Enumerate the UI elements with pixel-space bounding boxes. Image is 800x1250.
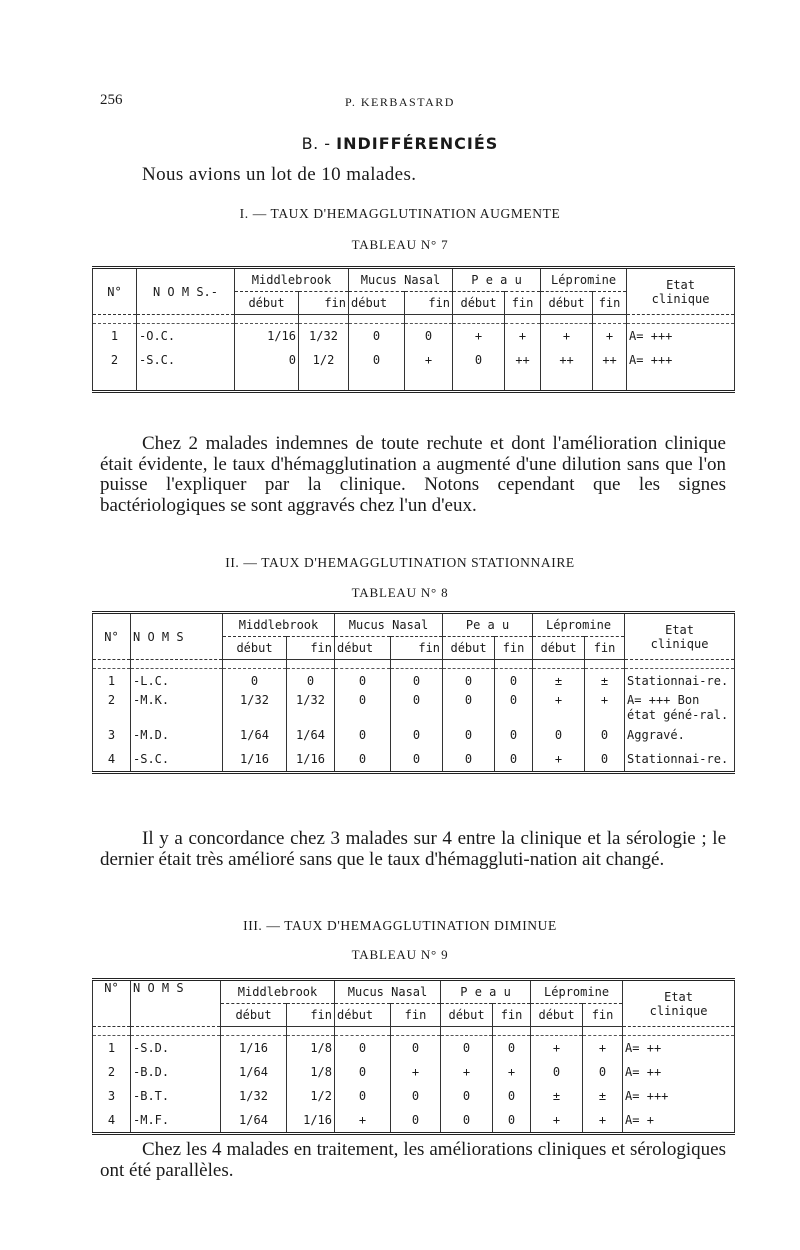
sub-debut: début — [349, 292, 405, 315]
cell: A= +++ — [623, 1084, 735, 1108]
cell: + — [335, 1108, 391, 1134]
cell: 0 — [533, 723, 585, 747]
sub-fin: fin — [391, 637, 443, 660]
cell: 0 — [335, 669, 391, 694]
col-etat-line1: Etat — [665, 622, 694, 637]
cell: 0 — [391, 1084, 441, 1108]
sub-debut: début — [235, 292, 299, 315]
cell: 0 — [495, 747, 533, 773]
cell: + — [583, 1036, 623, 1061]
cell: ++ — [505, 348, 541, 372]
cell: + — [533, 747, 585, 773]
table-row — [93, 348, 735, 372]
cell: 1/64 — [221, 1108, 287, 1134]
part2-paragraph — [100, 829, 726, 870]
sub-debut: début — [533, 637, 585, 660]
cell: 1/16 — [287, 747, 335, 773]
cell: -S.C. — [131, 747, 223, 773]
cell: A= +++ — [627, 348, 735, 372]
cell: 1 — [93, 324, 137, 349]
sub-fin: fin — [391, 1004, 441, 1027]
cell: 0 — [335, 1084, 391, 1108]
cell: 0 — [493, 1036, 531, 1061]
sub-debut: début — [441, 1004, 493, 1027]
cell: 1 — [93, 1036, 131, 1061]
table9-caption: TABLEAU N° 9 — [351, 947, 449, 962]
cell: + — [441, 1060, 493, 1084]
col-mucus-header: Mucus Nasal — [349, 268, 453, 292]
cell: -B.T. — [131, 1084, 221, 1108]
cell: 2 — [93, 348, 137, 372]
col-lepromine-header: Lépromine — [533, 613, 625, 637]
sub-fin: fin — [583, 1004, 623, 1027]
cell: -M.D. — [131, 723, 223, 747]
cell: ± — [583, 1084, 623, 1108]
cell: 1/32 — [299, 324, 349, 349]
cell: 0 — [391, 693, 443, 723]
sub-debut: début — [443, 637, 495, 660]
table-9 — [92, 978, 735, 1135]
col-etat-line2: clinique — [651, 291, 710, 306]
cell: 0 — [585, 723, 625, 747]
col-middlebrook-header: Middlebrook — [223, 613, 335, 637]
table-row — [93, 669, 735, 694]
col-noms-header: N O M S — [131, 980, 221, 1027]
col-etat-header — [627, 268, 735, 315]
col-etat-header — [623, 980, 735, 1027]
cell: 1/32 — [223, 693, 287, 723]
sub-fin: fin — [495, 637, 533, 660]
cell: 0 — [391, 747, 443, 773]
cell: 0 — [391, 1108, 441, 1134]
cell: A= ++ — [623, 1036, 735, 1061]
col-etat-line2: clinique — [650, 636, 709, 651]
cell: 1/2 — [299, 348, 349, 372]
cell: ± — [585, 669, 625, 694]
section-heading — [0, 134, 800, 153]
cell: 0 — [495, 669, 533, 694]
cell: 0 — [335, 723, 391, 747]
part1-paragraph — [100, 434, 726, 516]
cell: 0 — [335, 693, 391, 723]
cell: 0 — [495, 693, 533, 723]
sub-debut: début — [221, 1004, 287, 1027]
table-row — [93, 324, 735, 349]
cell: 1/16 — [235, 324, 299, 349]
cell: 1/64 — [221, 1060, 287, 1084]
cell: 4 — [93, 747, 131, 773]
sub-debut: début — [453, 292, 505, 315]
cell: 0 — [335, 747, 391, 773]
table-row — [93, 1084, 735, 1108]
cell: + — [533, 693, 585, 723]
sub-debut: début — [531, 1004, 583, 1027]
cell: 1/32 — [287, 693, 335, 723]
cell: 4 — [93, 1108, 131, 1134]
cell: 0 — [287, 669, 335, 694]
cell: 0 — [493, 1084, 531, 1108]
cell: Stationnai-re. — [625, 747, 735, 773]
part1-title: I. — TAUX D'HEMAGGLUTINATION AUGMENTE — [239, 206, 561, 221]
cell: -O.C. — [137, 324, 235, 349]
cell: 0 — [441, 1108, 493, 1134]
cell: 3 — [93, 1084, 131, 1108]
cell: 0 — [391, 669, 443, 694]
col-peau-header: Pe a u — [443, 613, 533, 637]
cell: + — [583, 1108, 623, 1134]
cell: 1 — [93, 669, 131, 694]
sub-fin: fin — [585, 637, 625, 660]
part3-title: III. — TAUX D'HEMAGGLUTINATION DIMINUE — [243, 918, 557, 933]
paragraph-text: Il y a concordance chez 3 malades sur 4 entre la clinique et la sérologie ; le dernier était très amélioré sans que le taux d'hémaggluti-nation ait changé. — [100, 828, 726, 870]
cell: + — [593, 324, 627, 349]
cell: 2 — [93, 1060, 131, 1084]
cell: 0 — [405, 324, 453, 349]
sub-debut: début — [223, 637, 287, 660]
col-etat-line1: Etat — [666, 277, 695, 292]
running-header-author: P. KERBASTARD — [345, 95, 455, 109]
cell: 0 — [441, 1084, 493, 1108]
cell: 1/8 — [287, 1060, 335, 1084]
cell: 2 — [93, 693, 131, 723]
col-no-header: N° — [93, 980, 131, 1027]
sub-debut: début — [335, 1004, 391, 1027]
cell: A= + — [623, 1108, 735, 1134]
cell: -M.F. — [131, 1108, 221, 1134]
sub-fin: fin — [405, 292, 453, 315]
table8-caption: TABLEAU N° 8 — [351, 585, 449, 600]
cell: -M.K. — [131, 693, 223, 723]
col-peau-header: P e a u — [453, 268, 541, 292]
page-number: 256 — [100, 92, 123, 108]
cell: 0 — [335, 1060, 391, 1084]
cell: -S.C. — [137, 348, 235, 372]
cell: 0 — [443, 747, 495, 773]
cell: 0 — [391, 1036, 441, 1061]
table-row — [93, 1036, 735, 1061]
col-mucus-header: Mucus Nasal — [335, 980, 441, 1004]
cell: 1/64 — [287, 723, 335, 747]
cell: A= ++ — [623, 1060, 735, 1084]
sub-fin: fin — [493, 1004, 531, 1027]
col-noms-header: N O M S.- — [137, 268, 235, 315]
col-etat-header — [625, 613, 735, 660]
cell: 0 — [585, 747, 625, 773]
cell: ± — [531, 1084, 583, 1108]
paragraph-text: Chez les 4 malades en traitement, les améliorations cliniques et sérologiques ont été parallèles. — [100, 1139, 726, 1181]
cell: ± — [533, 669, 585, 694]
sub-fin: fin — [287, 637, 335, 660]
sub-fin: fin — [593, 292, 627, 315]
cell: + — [585, 693, 625, 723]
cell: 1/16 — [223, 747, 287, 773]
cell: 0 — [335, 1036, 391, 1061]
part2-title: II. — TAUX D'HEMAGGLUTINATION STATIONNAIRE — [225, 555, 575, 570]
cell: -B.D. — [131, 1060, 221, 1084]
section-prefix: B. - — [301, 134, 331, 153]
cell: 1/16 — [221, 1036, 287, 1061]
col-mucus-header: Mucus Nasal — [335, 613, 443, 637]
cell: 0 — [441, 1036, 493, 1061]
col-noms-header: N O M S — [131, 613, 223, 660]
cell: 1/32 — [221, 1084, 287, 1108]
cell: + — [493, 1060, 531, 1084]
cell: 1/2 — [287, 1084, 335, 1108]
col-peau-header: P e a u — [441, 980, 531, 1004]
col-lepromine-header: Lépromine — [541, 268, 627, 292]
table-row — [93, 1060, 735, 1084]
cell: A= +++ — [627, 324, 735, 349]
cell: Stationnai-re. — [625, 669, 735, 694]
cell: ++ — [541, 348, 593, 372]
cell: Aggravé. — [625, 723, 735, 747]
cell: ++ — [593, 348, 627, 372]
cell: 0 — [349, 348, 405, 372]
cell: 0 — [495, 723, 533, 747]
col-middlebrook-header: Middlebrook — [221, 980, 335, 1004]
cell: + — [505, 324, 541, 349]
part3-paragraph — [100, 1140, 726, 1181]
sub-fin: fin — [299, 292, 349, 315]
cell: 0 — [583, 1060, 623, 1084]
table-row — [93, 723, 735, 747]
col-no-header: N° — [93, 613, 131, 660]
paragraph-text: Chez 2 malades indemnes de toute rechute et dont l'amélioration clinique était évidente, le taux d'hémagglutination a augmenté d'une dilution sans que l'on puisse l'expliquer par la clinique. Notons cependant que les signes bactériologiques se sont aggravés chez l'un d'eux. — [100, 433, 726, 516]
section-title: INDIFFÉRENCIÉS — [336, 134, 499, 153]
cell: 0 — [453, 348, 505, 372]
table-row — [93, 693, 735, 723]
cell: + — [391, 1060, 441, 1084]
table-row — [93, 1108, 735, 1134]
sub-fin: fin — [287, 1004, 335, 1027]
col-etat-line2: clinique — [649, 1003, 708, 1018]
cell: + — [531, 1036, 583, 1061]
cell: 3 — [93, 723, 131, 747]
col-middlebrook-header: Middlebrook — [235, 268, 349, 292]
cell: 1/64 — [223, 723, 287, 747]
table-7 — [92, 266, 735, 393]
col-etat-line1: Etat — [664, 989, 693, 1004]
table7-caption: TABLEAU N° 7 — [351, 237, 449, 252]
table-8 — [92, 611, 735, 774]
cell: + — [541, 324, 593, 349]
sub-debut: début — [335, 637, 391, 660]
intro-sentence: Nous avions un lot de 10 malades. — [142, 164, 417, 185]
cell: 0 — [349, 324, 405, 349]
cell: 0 — [391, 723, 443, 747]
cell: 1/16 — [287, 1108, 335, 1134]
col-lepromine-header: Lépromine — [531, 980, 623, 1004]
cell: 0 — [531, 1060, 583, 1084]
cell: 1/8 — [287, 1036, 335, 1061]
cell: 0 — [443, 693, 495, 723]
cell: A= +++ Bon état géné-ral. — [625, 693, 735, 723]
cell: -L.C. — [131, 669, 223, 694]
sub-fin: fin — [505, 292, 541, 315]
col-no-header: N° — [93, 268, 137, 315]
cell: 0 — [443, 723, 495, 747]
cell: 0 — [223, 669, 287, 694]
cell: + — [405, 348, 453, 372]
cell: + — [453, 324, 505, 349]
cell: 0 — [493, 1108, 531, 1134]
cell: + — [531, 1108, 583, 1134]
sub-debut: début — [541, 292, 593, 315]
cell: 0 — [443, 669, 495, 694]
cell: 0 — [235, 348, 299, 372]
table-row — [93, 747, 735, 773]
cell: -S.D. — [131, 1036, 221, 1061]
